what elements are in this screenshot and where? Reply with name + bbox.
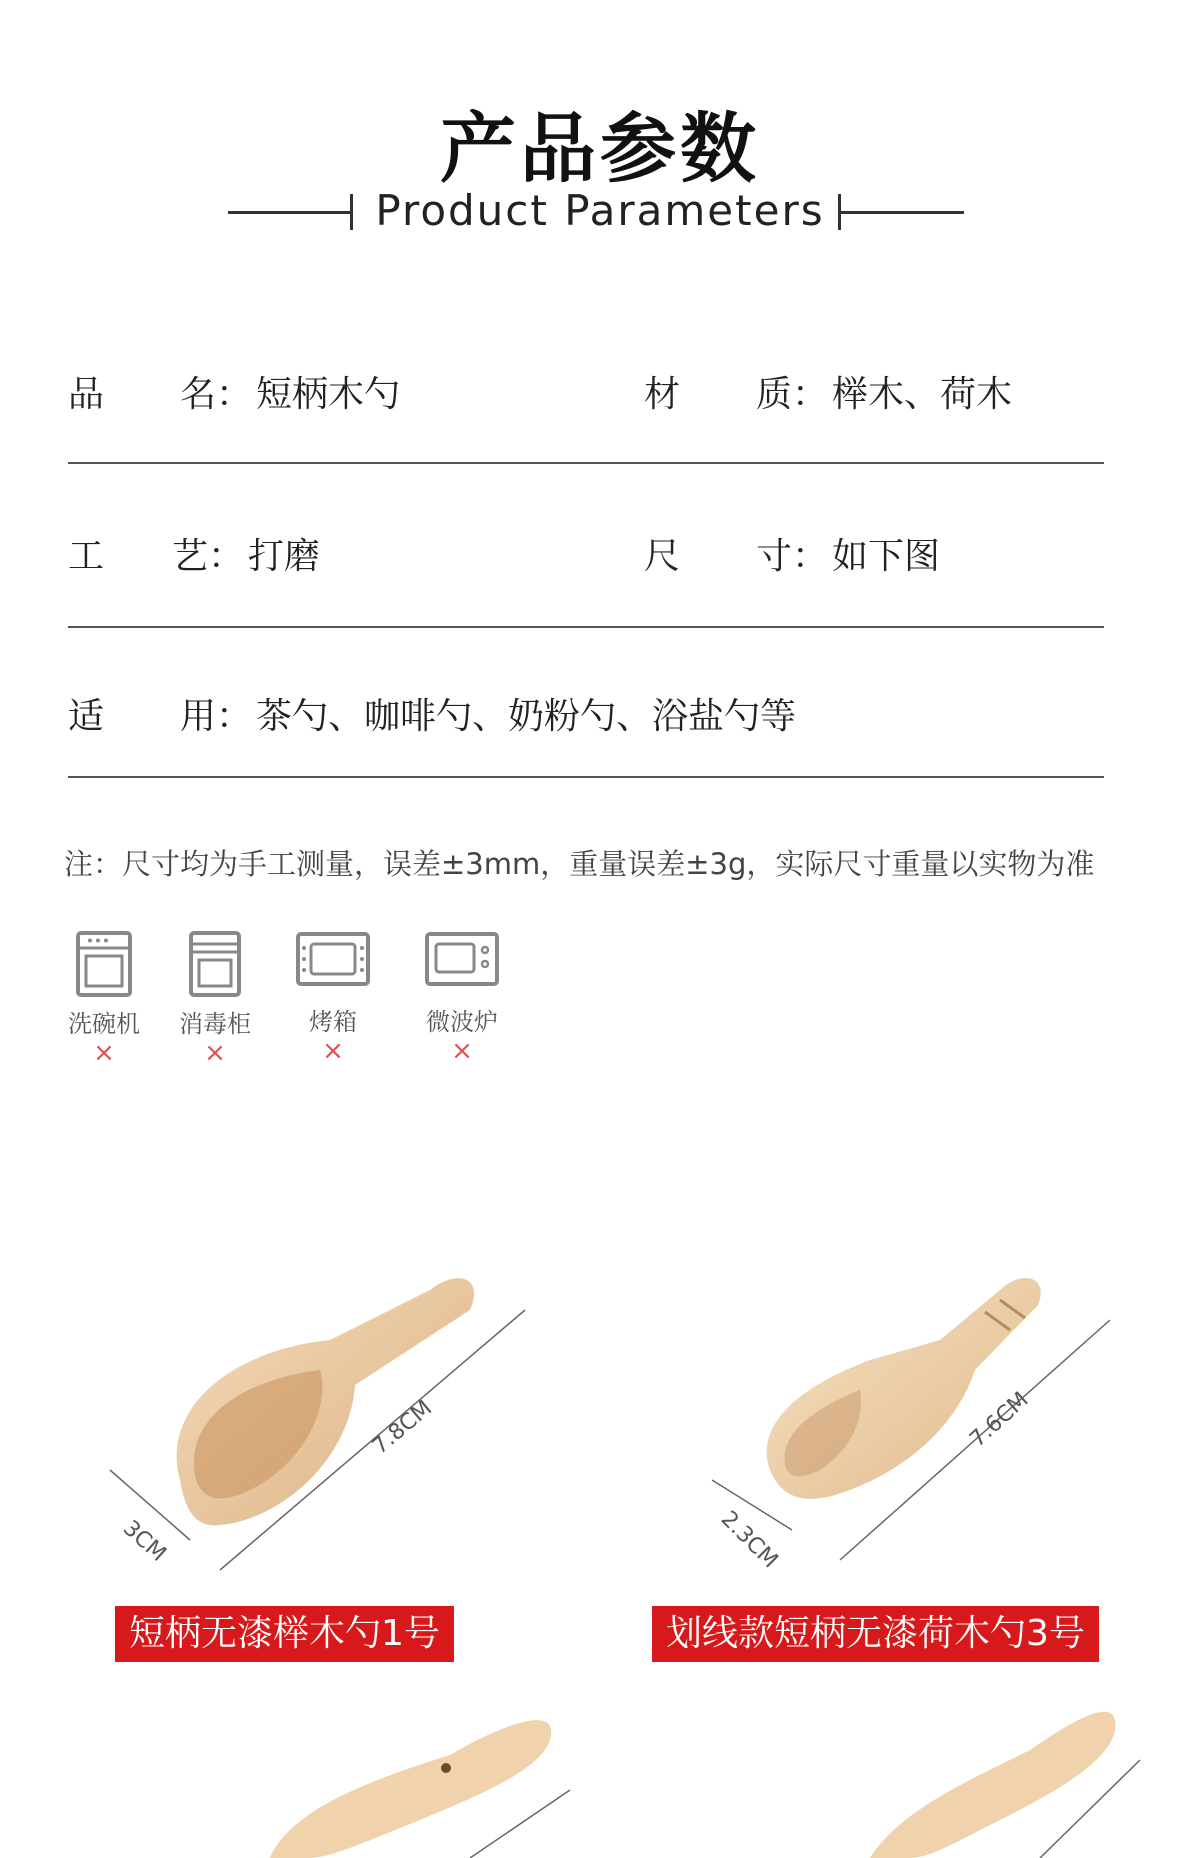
- appliance-label: 洗碗机: [68, 1010, 140, 1038]
- param-value: 榉木、荷木: [832, 374, 1013, 415]
- microwave-icon: [424, 930, 500, 988]
- param-label-char: 尺: [644, 536, 681, 577]
- not-allowed-icon: ×: [93, 1038, 115, 1068]
- wooden-scoop-image: [700, 1230, 1160, 1610]
- sterilizer-icon: [183, 930, 247, 998]
- oven-icon: [295, 930, 371, 988]
- subtitle-row: [0, 180, 1200, 240]
- appliance-microwave: [412, 930, 512, 1065]
- product-card-1[interactable]: [100, 1230, 560, 1610]
- param-value: 茶勺、咖啡勺、奶粉勺、浴盐勺等: [256, 696, 797, 737]
- appliance-label: 消毒柜: [179, 1010, 251, 1038]
- appliance-label: 微波炉: [426, 1008, 498, 1036]
- param-label-colon: 名：: [180, 374, 253, 415]
- param-value: 打磨: [248, 536, 321, 577]
- appliance-label: 烤箱: [309, 1008, 357, 1036]
- param-label-char: 工: [68, 536, 105, 577]
- param-value: 如下图: [832, 536, 941, 577]
- appliance-oven: [283, 930, 383, 1065]
- length-dimension: 7.8CM: [367, 1395, 437, 1460]
- page-subtitle: Product Parameters: [375, 186, 825, 235]
- not-allowed-icon: ×: [451, 1036, 473, 1066]
- param-value: 短柄木勺: [256, 374, 401, 415]
- param-label-char: 适: [68, 696, 105, 737]
- width-dimension: 3CM: [117, 1515, 171, 1567]
- param-divider: [68, 626, 1104, 628]
- param-divider: [68, 776, 1104, 778]
- param-divider: [68, 462, 1104, 464]
- param-label-colon: 艺：: [172, 536, 245, 577]
- product-name-tag-1: 短柄无漆榉木勺1号: [115, 1606, 454, 1662]
- param-label-char: 材: [644, 374, 681, 415]
- param-label-colon: 质：: [756, 374, 829, 415]
- param-label-char: 品: [68, 374, 105, 415]
- product-card-2[interactable]: [700, 1230, 1160, 1610]
- length-dimension: 7.6CM: [965, 1387, 1034, 1453]
- wooden-scoop-image-partial: [250, 1700, 580, 1858]
- not-allowed-icon: ×: [322, 1036, 344, 1066]
- page-title: 产品参数: [440, 104, 760, 193]
- appliance-dishwasher: [54, 930, 154, 1067]
- width-dimension: 2.3CM: [715, 1506, 783, 1574]
- product-name-tag-2: 划线款短柄无漆荷木勺3号: [652, 1606, 1099, 1662]
- dishwasher-icon: [72, 930, 136, 998]
- param-label-colon: 寸：: [756, 536, 829, 577]
- wooden-scoop-image: [100, 1230, 560, 1610]
- measurement-note: 注：尺寸均为手工测量，误差±3mm，重量误差±3g，实际尺寸重量以实物为准: [64, 847, 1095, 881]
- wooden-scoop-image-partial: [840, 1690, 1170, 1858]
- not-allowed-icon: ×: [204, 1038, 226, 1068]
- appliance-sterilizer: [165, 930, 265, 1067]
- subtitle-line-right: [840, 211, 964, 214]
- param-label-colon: 用：: [180, 696, 253, 737]
